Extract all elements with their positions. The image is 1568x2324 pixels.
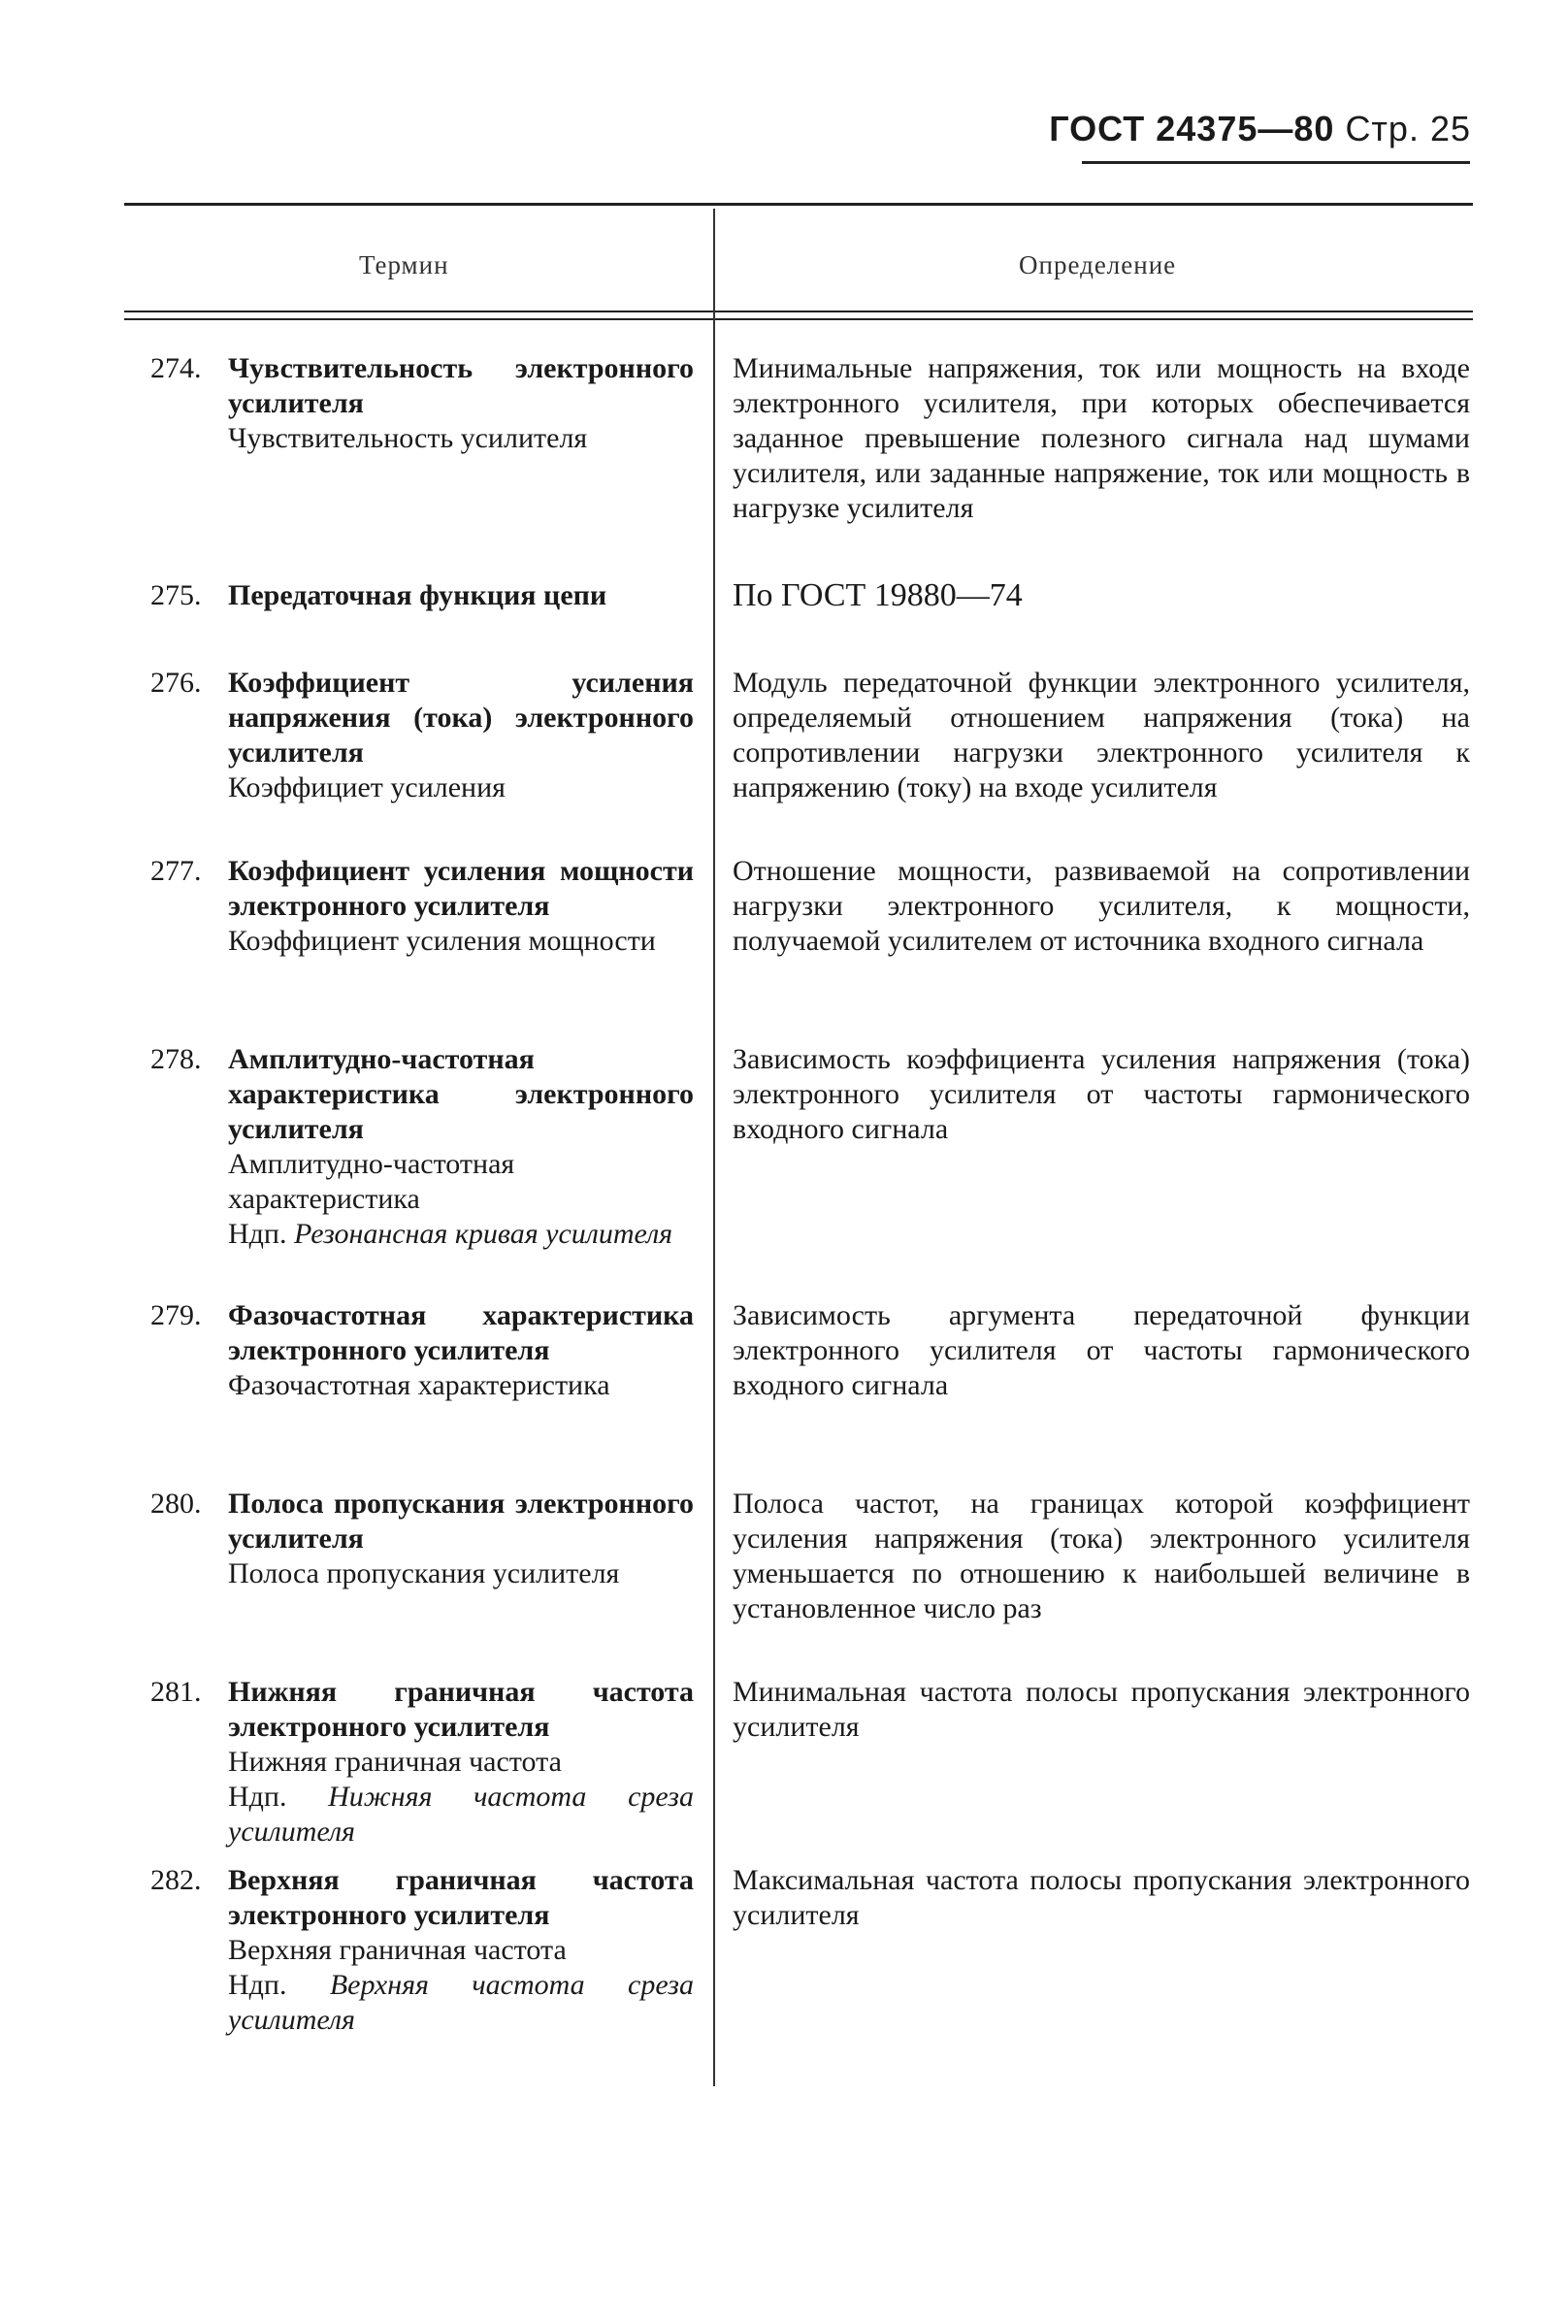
term-short: Чувствительность усилителя (228, 422, 588, 454)
entry-number: 277. (150, 855, 202, 887)
deprecated-term: Верхняя частота среза усилителя (228, 1969, 694, 2036)
term-cell (150, 1042, 694, 1252)
term-name: Чувствительность электронного усилителя (228, 352, 694, 419)
term-name: Коэффициент усиления мощности электронного усилителя (228, 855, 694, 922)
column-header-term: Термин (359, 250, 449, 279)
term-name: Фазочастотная характеристика электронного усилителя (228, 1299, 694, 1366)
term-short: Нижняя граничная частота (228, 1746, 562, 1778)
page-number: Стр. 25 (1345, 109, 1471, 148)
deprecated-label: Ндп. (228, 1969, 287, 2001)
term-cell (150, 351, 694, 456)
deprecated-label: Ндп. (228, 1218, 287, 1250)
term-name: Нижняя граничная частота электронного усилителя (228, 1676, 694, 1743)
term-cell (150, 578, 694, 613)
term-short: Верхняя граничная частота (228, 1934, 567, 1966)
deprecated-label: Ндп. (228, 1781, 287, 1813)
term-cell (150, 854, 694, 959)
entry-number: 276. (150, 667, 202, 699)
table-top-rule (124, 203, 1473, 206)
definition-cell: Зависимость аргумента передаточной функции электронного усилителя от частоты гармонического входного сигнала (733, 1299, 1470, 1401)
entry-number: 275. (150, 579, 202, 611)
definition-cell: Максимальная частота полосы пропускания электронного усилителя (733, 1864, 1470, 1931)
header-rule (124, 311, 1473, 312)
definition-cell: Отношение мощности, развиваемой на сопротивлении нагрузки электронного усилителя, к мощности, получаемой усилителем от источника входного сигнала (733, 855, 1470, 957)
header-underline (1082, 161, 1470, 164)
deprecated-term: Резонансная кривая усилителя (293, 1218, 673, 1250)
term-cell (150, 666, 694, 805)
page-header (1049, 109, 1471, 149)
entry-number: 274. (150, 352, 202, 384)
entry-number: 282. (150, 1864, 202, 1896)
definition-cell: Зависимость коэффициента усиления напряжения (тока) электронного усилителя от частоты гармонического входного сигнала (733, 1043, 1470, 1145)
term-cell (150, 1487, 694, 1591)
entry-number: 279. (150, 1299, 202, 1331)
definition-cell: Модуль передаточной функции электронного усилителя, определяемый отношением напряжения (тока) на сопротивлении нагрузки электронного усилителя к напряжению (току) на входе усилителя (733, 667, 1470, 803)
standard-title: ГОСТ 24375—80 (1049, 109, 1335, 148)
term-name: Полоса пропускания электронного усилителя (228, 1488, 694, 1555)
term-name: Верхняя граничная частота электронного усилителя (228, 1864, 694, 1931)
term-name: Передаточная функция цепи (228, 579, 607, 611)
term-short: Полоса пропускания усилителя (228, 1557, 620, 1589)
definition-cell: По ГОСТ 19880—74 (733, 577, 1023, 613)
term-deprecated (228, 1217, 694, 1252)
term-name: Коэффициент усиления напряжения (тока) электронного усилителя (228, 667, 694, 769)
definition-cell: Минимальные напряжения, ток или мощность на входе электронного усилителя, при которых обеспечивается заданное превышение полезного сигнала над шумами усилителя, или заданные напряжение, ток или мощность в нагрузке усилителя (733, 352, 1470, 524)
column-divider (713, 209, 715, 2086)
term-name: Амплитудно-частотная характеристика электронного усилителя (228, 1043, 694, 1145)
term-short: Амплитудно-частотная характеристика (228, 1148, 515, 1215)
deprecated-term: Нижняя частота среза усилителя (228, 1781, 695, 1848)
term-short: Коэффициент усиления мощности (228, 925, 656, 957)
term-deprecated (228, 1968, 694, 2038)
entry-number: 281. (150, 1676, 202, 1708)
entry-number: 280. (150, 1488, 202, 1520)
definition-cell: Полоса частот, на границах которой коэффициент усиления напряжения (тока) электронного усилителя уменьшается по отношению к наибольшей величине в установленное число раз (733, 1488, 1470, 1624)
entry-number: 278. (150, 1043, 202, 1075)
column-header-definition: Определение (1019, 250, 1177, 279)
term-short: Коэффициет усиления (228, 771, 506, 803)
term-cell (150, 1298, 694, 1403)
definition-cell: Минимальная частота полосы пропускания электронного усилителя (733, 1676, 1470, 1743)
term-cell (150, 1863, 694, 2038)
term-deprecated (228, 1780, 694, 1849)
term-cell (150, 1675, 694, 1849)
term-short: Фазочастотная характеристика (228, 1369, 610, 1401)
header-rule-double (124, 318, 1473, 320)
